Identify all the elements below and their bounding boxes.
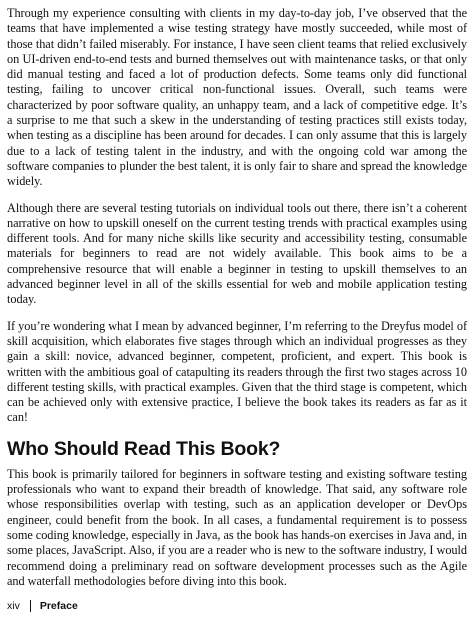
footer-divider — [30, 600, 31, 612]
page-body — [7, 6, 467, 600]
intro-paragraph-3: If you’re wondering what I mean by advanced beginner, I’m referring to the Dreyfus model of skill acquisition, which elaborates five stages through which an individual progresses as they gain a skill: novice, advanced beginner, competent, proficient, and expert. This book is written with the ambitious goal of catapulting its readers through the first two stages across 10 different testing skills, with practical examples. Given that the third stage is competent, which can be achieved only with extensive practice, I believe the book takes its readers as far as it can! — [7, 318, 467, 425]
page-footer — [7, 600, 78, 612]
section-heading: Who Should Read This Book? — [7, 437, 281, 460]
section-paragraph-1: This book is primarily tailored for beginners in software testing and existing software testing professionals who want to expand their breadth of knowledge. That said, any software role whose responsibilities overlap with testing, such as an application developer or DevOps engineer, could benefit from the book. In all cases, a fundamental requirement is to possess some coding knowledge, especially in Java, as the book has hands-on exercises in Java and, in some places, JavaScript. Also, if you are a reader who is new to the software industry, I would recommend doing a preliminary read on software development processes such as the Agile and waterfall methodologies before diving into this book. — [7, 466, 467, 588]
intro-paragraph-2: Although there are several testing tutorials on individual tools out there, there isn’t a coherent narrative on how to upskill oneself on the current testing trends with practical examples using different tools. And for many niche skills like security and accessibility testing, consumable materials for beginners to read are not widely available. This book aims to be a comprehensive resource that will enable a beginner in testing to upskill themselves to an advanced beginner level in all of the skills essential for web and mobile application testing today. — [7, 200, 467, 307]
footer-section-name: Preface — [39, 600, 78, 612]
page-number: xiv — [7, 600, 20, 612]
intro-paragraph-1: Through my experience consulting with clients in my day-to-day job, I’ve observed that the teams that have implemented a wise testing strategy have mostly succeeded, while most of those that didn’t failed miserably. For instance, I have seen client teams that relied exclusively on UI-driven end-to-end tests and burned themselves out with maintenance tasks, or that only did manual testing and faced a lot of production defects. Some teams only did functional testing, failing to uncover critical non-functional issues. Overall, such teams were characterized by poor software quality, an unhappy team, and a lack of competitive edge. It’s a surprise to me that such a skew in the understanding of testing practices still exists today, when testing as a discipline has been around for decades. I can only assume that this is largely due to a lack of testing talent in the industry, and with the ongoing cold war among the software companies to plunder the best talent, it is only fair to share and spread the knowledge widely. — [7, 6, 467, 189]
